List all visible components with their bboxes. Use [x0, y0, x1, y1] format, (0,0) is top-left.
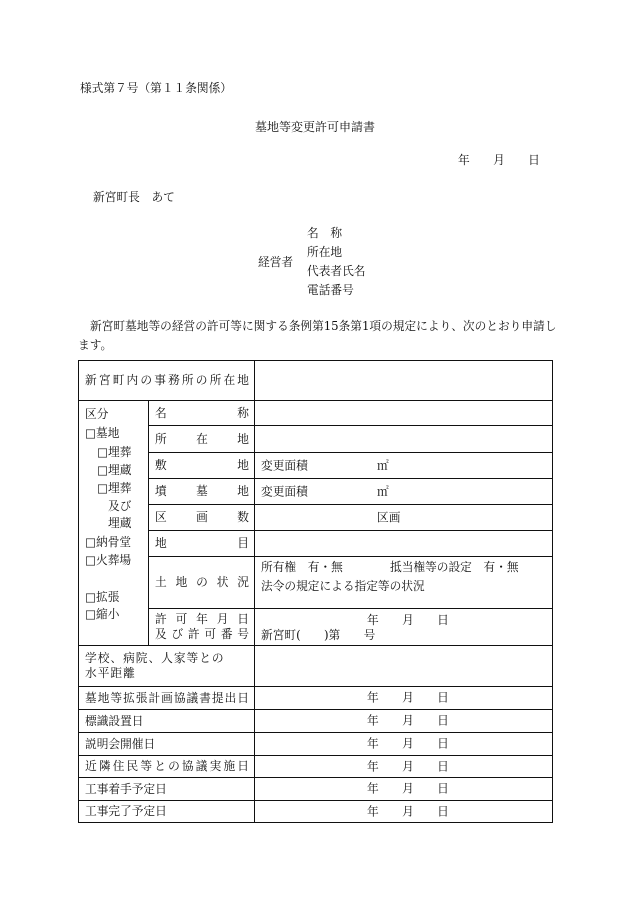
grave-area-row: [79, 479, 553, 505]
date-value-briefing: 年 月 日: [367, 736, 449, 751]
label-glyph: 地: [155, 536, 167, 550]
label-glyph: の: [195, 373, 208, 387]
date-value-neighbor-consultation: 年 月 日: [367, 759, 449, 773]
label-glyph: 書: [199, 690, 211, 705]
label-glyph: 提: [211, 690, 224, 705]
grave-area-label-cell: [149, 479, 255, 505]
date-label-cell: [79, 756, 255, 778]
label-glyph: 年: [196, 612, 208, 626]
distance-row: [79, 646, 553, 687]
label-glyph: 地: [237, 431, 249, 446]
label-glyph: と: [154, 759, 166, 773]
date-value-construction-completion: 年 月 日: [367, 804, 449, 818]
date-row-construction-completion: [79, 801, 553, 823]
mortgage-text: 抵当権等の設定 有・無: [390, 560, 519, 574]
category-label: 区分: [85, 407, 109, 421]
applicant-name-label: 名 称: [307, 226, 343, 240]
date-value-construction-start: 年 月 日: [367, 781, 449, 796]
grave-area-change-label: 変更面積: [261, 484, 308, 498]
label-glyph: 地: [175, 575, 188, 589]
category-option-burial: □埋葬: [97, 445, 132, 459]
label-glyph: 許: [187, 627, 200, 641]
date-row-construction-start: [79, 778, 553, 801]
date-label-cell: [79, 801, 255, 823]
label-glyph: 新: [85, 373, 97, 387]
label-glyph: の: [140, 373, 153, 387]
date-value-sign-installation: 年 月 日: [367, 713, 449, 728]
date-label-briefing: 説明会開催日: [85, 736, 156, 751]
site-area-change-label: 変更面積: [261, 458, 308, 472]
date-row-neighbor-consultation: [79, 756, 553, 778]
label-glyph: 号: [237, 627, 249, 641]
label-glyph: 事: [154, 373, 166, 387]
facility-location-row: [79, 426, 553, 453]
label-glyph: 日: [237, 759, 249, 773]
label-glyph: 町: [112, 373, 125, 387]
label-glyph: 等: [110, 690, 123, 705]
facility-name-row: [79, 401, 553, 426]
label-glyph: び: [171, 627, 184, 641]
date-label-construction-start: 工事着手予定日: [85, 781, 167, 796]
facility-name-value-cell: [255, 401, 553, 426]
label-glyph: 施: [223, 759, 236, 773]
grave-area-label: [155, 484, 249, 499]
land-category-value-cell: [255, 531, 553, 557]
site-area-unit: ㎡: [377, 458, 389, 472]
distance-label-line2: 水平距離: [85, 666, 136, 680]
label-glyph: 議: [195, 759, 208, 773]
permit-number-value: 新宮町( )第 号: [261, 628, 376, 642]
document-title: 墓地等変更許可申請書: [254, 120, 375, 134]
plot-count-row: [79, 505, 553, 531]
label-glyph: 民: [126, 759, 139, 773]
category-option-interment: □埋蔵: [97, 463, 132, 477]
label-glyph: 計: [148, 690, 161, 705]
label-glyph: 土: [155, 575, 167, 589]
label-glyph: 住: [112, 759, 125, 773]
ownership-text: 所有権 有・無: [261, 560, 343, 574]
permit-number-label: [155, 627, 249, 642]
form-number: 様式第７号（第１１条関係）: [80, 81, 232, 95]
label-glyph: 隣: [98, 759, 111, 773]
applicant-label: 経営者: [258, 255, 294, 269]
land-status-label-cell: [149, 557, 255, 609]
label-glyph: 拡: [123, 690, 135, 705]
date-value-cell: [255, 778, 553, 801]
label-glyph: 状: [216, 575, 229, 589]
office-location-label: [85, 373, 249, 388]
label-glyph: 況: [237, 575, 249, 589]
permit-label-cell: [149, 609, 255, 646]
distance-label-cell: [79, 646, 255, 687]
label-glyph: 可: [175, 612, 188, 626]
legal-designation-text: 法令の規定による指定等の状況: [261, 579, 425, 593]
site-label: [155, 458, 249, 473]
label-glyph: 区: [155, 510, 167, 524]
label-glyph: 画: [196, 510, 208, 524]
intro-text-line2: ます。: [78, 338, 113, 352]
label-glyph: 可: [204, 627, 217, 641]
intro-text-line1: 新宮町墓地等の経営の許可等に関する条例第15条第1項の規定により、次のとおり申請し: [90, 319, 557, 333]
applicant-address-label: 所在地: [307, 245, 343, 259]
application-date: 年 月 日: [458, 153, 540, 167]
facility-location-label-cell: [149, 426, 255, 453]
date-label-neighbor-consultation: [85, 759, 249, 774]
applicant-phone-label: 電話番号: [307, 283, 354, 297]
label-glyph: 日: [237, 612, 249, 626]
applicant-representative-label: 代表者氏名: [307, 264, 366, 278]
category-option-crematorium: □火葬場: [85, 553, 132, 567]
date-row-sign-installation: [79, 710, 553, 733]
label-glyph: 地: [237, 458, 249, 472]
land-status-label: [155, 575, 249, 590]
label-glyph: 出: [224, 690, 237, 705]
label-glyph: 日: [237, 690, 249, 705]
label-glyph: 張: [135, 690, 148, 705]
office-location-label-cell: [79, 361, 255, 401]
office-location-row: [79, 361, 553, 401]
label-glyph: 名: [155, 405, 167, 420]
label-glyph: 墓: [196, 484, 208, 498]
addressee: 新宮町長 あて: [93, 190, 175, 204]
date-label-cell: [79, 733, 255, 756]
label-glyph: 数: [237, 510, 249, 524]
site-value-cell: [255, 453, 553, 479]
label-glyph: 所: [155, 431, 167, 446]
date-label-sign-installation: 標識設置日: [85, 713, 144, 728]
permit-value-cell: [255, 609, 553, 646]
date-value-expansion-plan: 年 月 日: [367, 690, 449, 705]
label-glyph: の: [196, 575, 208, 589]
category-option-burial-and-interment-line2: 及び: [108, 499, 132, 513]
category-option-burial-and-interment: □埋葬: [97, 481, 132, 495]
land-status-value-cell: [255, 557, 553, 609]
site-row: [79, 453, 553, 479]
category-option-expansion: □拡張: [85, 590, 120, 604]
label-glyph: 及: [155, 627, 167, 641]
label-glyph: 目: [237, 536, 249, 550]
plot-count-label-cell: [149, 505, 255, 531]
label-glyph: 所: [181, 373, 194, 387]
date-row-briefing: [79, 733, 553, 756]
label-glyph: 議: [186, 690, 199, 705]
label-glyph: 在: [223, 373, 236, 387]
application-table: [78, 360, 553, 823]
date-value-cell: [255, 801, 553, 823]
facility-location-label: [155, 432, 249, 447]
category-option-reduction: □縮小: [85, 607, 120, 621]
label-glyph: 協: [173, 690, 186, 705]
land-status-row: [79, 557, 553, 609]
label-glyph: 墓: [85, 690, 97, 705]
category-option-cemetery: □墓地: [85, 426, 120, 440]
label-glyph: 在: [196, 431, 208, 446]
label-glyph: 許: [155, 612, 167, 626]
category-option-burial-and-interment-line3: 埋蔵: [108, 516, 132, 530]
date-label-expansion-plan: [85, 691, 249, 706]
plot-count-unit: 区画: [377, 510, 401, 524]
category-option-ossuary: □納骨堂: [85, 535, 132, 549]
facility-location-value-cell: [255, 426, 553, 453]
land-category-row: [79, 531, 553, 557]
label-glyph: 所: [209, 373, 222, 387]
date-value-cell: [255, 756, 553, 778]
site-label-cell: [149, 453, 255, 479]
label-glyph: 番: [220, 627, 233, 641]
land-category-label: [155, 536, 249, 551]
label-glyph: 地: [97, 690, 110, 705]
facility-name-label-cell: [149, 401, 255, 426]
date-label-cell: [79, 778, 255, 801]
label-glyph: 近: [85, 759, 97, 773]
grave-area-value-cell: [255, 479, 553, 505]
facility-name-label: [155, 406, 249, 421]
office-location-value-cell: [255, 361, 553, 401]
label-glyph: 敷: [155, 458, 167, 472]
label-glyph: 務: [168, 373, 180, 387]
label-glyph: 墳: [155, 484, 167, 498]
plot-count-label: [155, 510, 249, 525]
date-value-cell: [255, 733, 553, 756]
distance-value-cell: [255, 646, 553, 687]
label-glyph: 内: [126, 373, 139, 387]
date-value-cell: [255, 687, 553, 710]
date-label-cell: [79, 687, 255, 710]
label-glyph: 画: [161, 690, 173, 705]
permit-date-label: [155, 612, 249, 627]
date-label-cell: [79, 710, 255, 733]
label-glyph: 月: [216, 612, 229, 626]
date-row-expansion-plan: [79, 687, 553, 710]
label-glyph: 協: [181, 759, 194, 773]
date-label-construction-completion: 工事完了予定日: [85, 804, 167, 818]
grave-area-unit: ㎡: [377, 484, 389, 498]
label-glyph: 地: [237, 373, 249, 387]
label-glyph: 称: [237, 405, 249, 420]
permit-row: [79, 609, 553, 646]
label-glyph: 等: [140, 759, 153, 773]
plot-count-value-cell: [255, 505, 553, 531]
distance-label-line1: 学校、病院、人家等との: [85, 651, 225, 665]
label-glyph: の: [168, 759, 180, 773]
date-value-cell: [255, 710, 553, 733]
label-glyph: 実: [209, 759, 222, 773]
application-table-body: [79, 361, 553, 823]
land-category-label-cell: [149, 531, 255, 557]
category-cell: [79, 401, 149, 646]
label-glyph: 宮: [98, 373, 111, 387]
permit-date-value: 年 月 日: [367, 613, 449, 627]
label-glyph: 地: [237, 484, 249, 498]
